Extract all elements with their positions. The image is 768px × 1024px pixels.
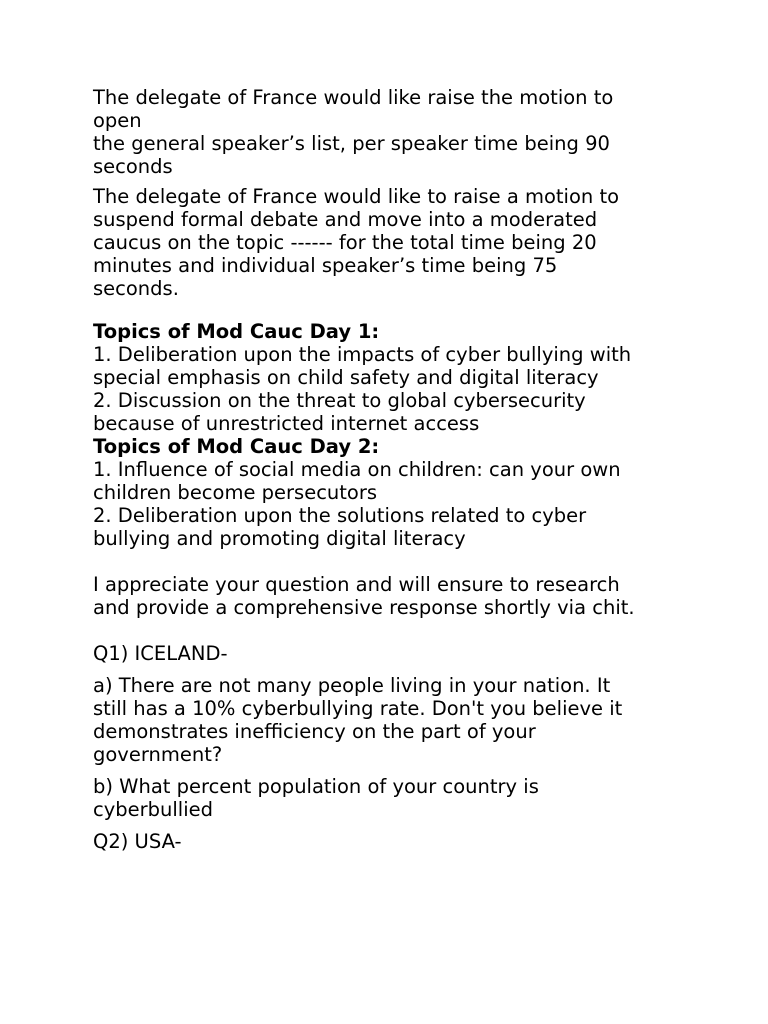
- text-line: seconds: [93, 155, 173, 178]
- text-line: bullying and promoting digital literacy: [93, 527, 466, 550]
- text-line: demonstrates inefficiency on the part of your: [93, 720, 536, 743]
- text-line: I appreciate your question and will ensure to research: [93, 573, 620, 596]
- text-line: The delegate of France would like raise the motion to: [93, 86, 614, 109]
- text-line: b) What percent population of your country is: [93, 775, 539, 798]
- text-line: caucus on the topic ------ for the total time being 20: [93, 231, 597, 254]
- section-heading: Topics of Mod Cauc Day 2:: [93, 435, 380, 458]
- motion-moderated-caucus: [93, 185, 693, 300]
- text-line: 2. Deliberation upon the solutions related to cyber: [93, 504, 587, 527]
- text-line: still has a 10% cyberbullying rate. Don't you believe it: [93, 697, 623, 720]
- text-line: minutes and individual speaker’s time being 75: [93, 254, 558, 277]
- question-heading: Q2) USA-: [93, 830, 182, 853]
- text-line: and provide a comprehensive response shortly via chit.: [93, 596, 635, 619]
- question-iceland: [93, 642, 693, 821]
- text-line: children become persecutors: [93, 481, 378, 504]
- question-heading: Q1) ICELAND-: [93, 642, 228, 665]
- motion-open-speakers-list: [93, 86, 693, 178]
- question-usa: [93, 830, 693, 853]
- topics-day-1: [93, 320, 693, 435]
- text-line: seconds.: [93, 277, 179, 300]
- text-line: a) There are not many people living in your nation. It: [93, 674, 611, 697]
- text-line: because of unrestricted internet access: [93, 412, 480, 435]
- text-line: the general speaker’s list, per speaker time being 90: [93, 132, 610, 155]
- text-line: 1. Influence of social media on children: can your own: [93, 458, 621, 481]
- text-line: 2. Discussion on the threat to global cybersecurity: [93, 389, 586, 412]
- text-line: open: [93, 109, 142, 132]
- text-line: The delegate of France would like to raise a motion to: [93, 185, 620, 208]
- response-paragraph: [93, 573, 693, 619]
- text-line: suspend formal debate and move into a moderated: [93, 208, 598, 231]
- topics-day-2: [93, 435, 693, 550]
- text-line: 1. Deliberation upon the impacts of cyber bullying with: [93, 343, 632, 366]
- section-heading: Topics of Mod Cauc Day 1:: [93, 320, 380, 343]
- text-line: special emphasis on child safety and digital literacy: [93, 366, 599, 389]
- document-page: [93, 86, 693, 853]
- text-line: government?: [93, 743, 223, 766]
- text-line: cyberbullied: [93, 798, 214, 821]
